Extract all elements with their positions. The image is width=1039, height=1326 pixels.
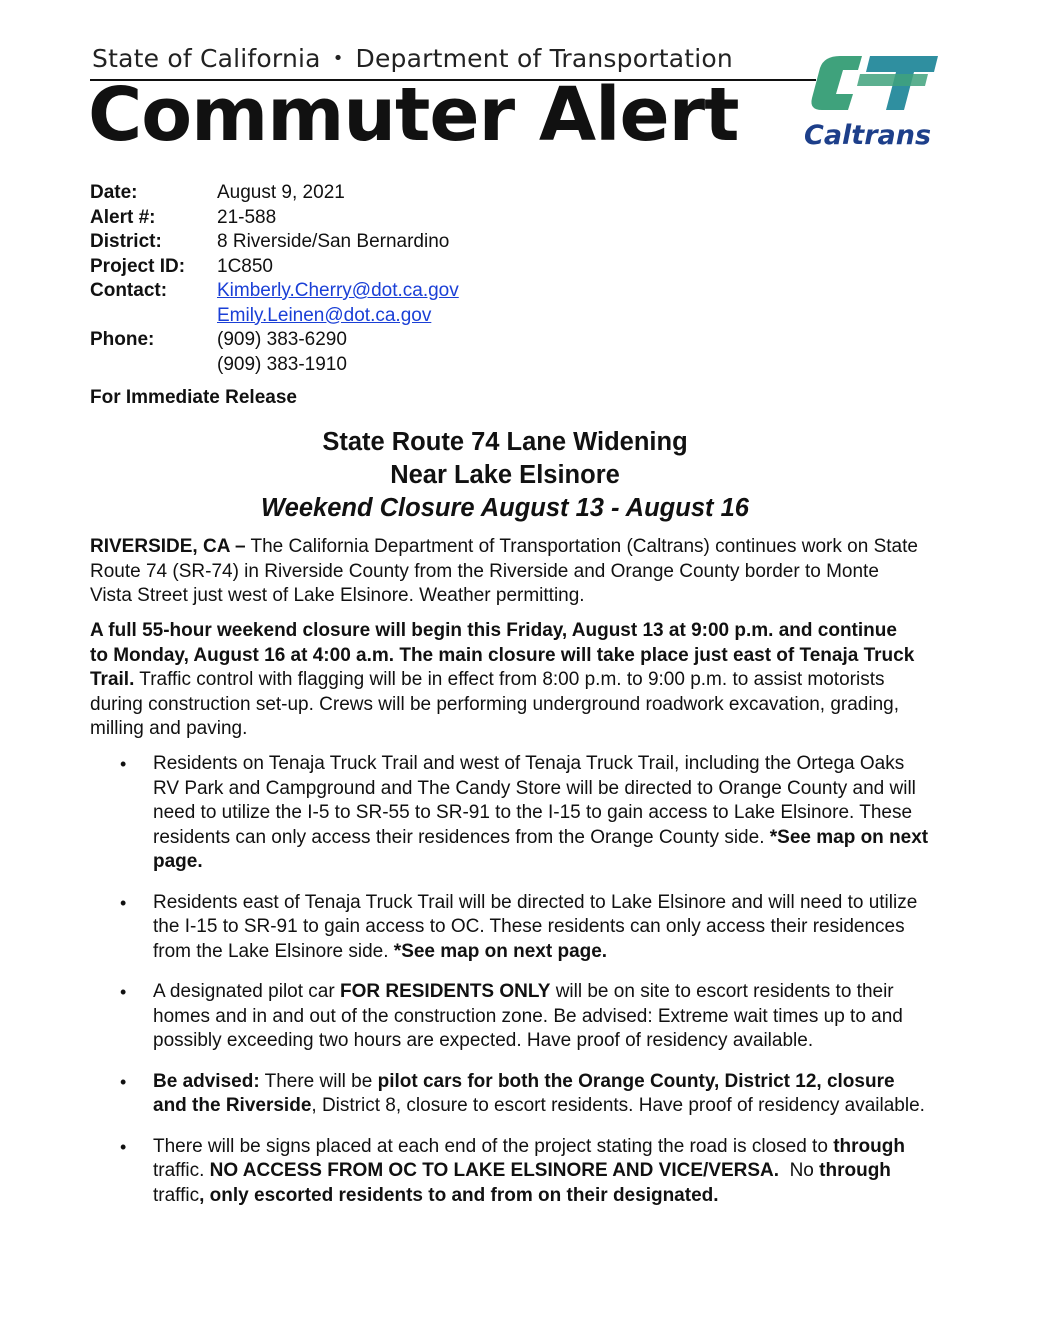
contact-label: Contact: (90, 280, 168, 301)
closure-bold-text: A full 55-hour weekend closure will begin this Friday, August 13 at 9:00 p.m. and continue to Monday, August 16 at 4:00 a.m. The main closure will take place just east of Tenaja Truck Trail. (90, 620, 915, 690)
district-row (90, 230, 459, 255)
list-item: • Residents on Tenaja Truck Trail and west of Tenaja Truck Trail, including the Ortega Oaks RV Park and Campground and The Candy Store will be directed to Orange County and will need to utilize the I-5 to SR-55 to SR-91 to the I-15 to gain access to Lake Elsinore. These residents can only access their residences from the Orange County side. *See map on next page. (120, 753, 929, 872)
bullet-mark: • (120, 982, 127, 1002)
closure-paragraph (90, 619, 920, 742)
alert-label: Alert #: (90, 206, 156, 228)
detail-bullets (90, 752, 930, 1224)
district-label: District: (90, 231, 162, 252)
phone-value-1: (909) 383-6290 (217, 329, 347, 350)
contact-row-2 (90, 304, 459, 329)
contact-row (90, 279, 459, 304)
dateline: RIVERSIDE, CA – (90, 536, 246, 557)
release-note: For Immediate Release (90, 387, 297, 408)
bullet-mark: • (120, 754, 127, 774)
phone-row-2 (90, 353, 459, 378)
phone-value-2: (909) 383-1910 (217, 353, 347, 375)
project-value: 1C850 (217, 255, 273, 277)
list-item: • A designated pilot car FOR RESIDENTS ONLY will be on site to escort residents to their homes and in and out of the construction zone. Be advised: Extreme wait times up to and possibly exceeding two hours are expected. Have proof of residency available. (120, 981, 903, 1051)
district-value: 8 Riverside/San Bernardino (217, 231, 450, 252)
phone-row (90, 328, 459, 353)
contact-email-link-1[interactable]: Kimberly.Cherry@dot.ca.gov (217, 280, 459, 301)
contact-email-link-2[interactable]: Emily.Leinen@dot.ca.gov (217, 304, 432, 326)
separator-dot: • (332, 48, 344, 69)
list-item: • There will be signs placed at each end of the project stating the road is closed to through traffic. NO ACCESS FROM OC TO LAKE ELSINORE AND VICE/VERSA. No through traffic, only escorted residents to and from on their designated. (120, 1135, 905, 1206)
caltrans-logo (800, 50, 945, 154)
phone-label: Phone: (90, 329, 155, 350)
bullet-mark: • (120, 1136, 127, 1157)
bullet-mark: • (120, 1071, 127, 1092)
bullet-mark: • (120, 892, 127, 913)
closure-text: Traffic control with flagging will be in effect from 8:00 p.m. to 9:00 p.m. to assist motorists during construction set-up. Crews will be performing underground roadwork excavation, grading, milling and paving. (90, 669, 899, 739)
page-title: Commuter Alert (88, 72, 739, 158)
list-item: • Residents east of Tenaja Truck Trail will be directed to Lake Elsinore and will need to utilize the I-15 to SR-91 to gain access to OC. These residents can only access their residences from the Lake Elsinore side. *See map on next page. (120, 891, 918, 962)
intro-paragraph (90, 535, 920, 609)
project-label: Project ID: (90, 255, 186, 277)
date-label: Date: (90, 182, 138, 203)
logo-t-bar (857, 74, 928, 86)
list-item: • Be advised: There will be pilot cars for both the Orange County, District 12, closure and the Riverside, District 8, closure to escort residents. Have proof of residency available. (120, 1070, 925, 1116)
date-value: August 9, 2021 (217, 182, 345, 203)
intro-text: The California Department of Transportation (Caltrans) continues work on State Route 74 (SR-74) in Riverside County from the Riverside and Orange County border to Monte Vista Street just west of Lake Elsinore. Weather permitting. (90, 536, 918, 606)
headline-line-3: Weekend Closure August 13 - August 16 (261, 494, 749, 522)
headline-line-1: State Route 74 Lane Widening (322, 428, 688, 456)
project-row (90, 255, 459, 280)
alert-row (90, 206, 459, 231)
date-row (90, 181, 459, 206)
state-name: State of California (92, 44, 321, 73)
logo-wordmark: Caltrans (804, 120, 932, 151)
headline-line-2: Near Lake Elsinore (390, 461, 620, 489)
logo-c-shape (811, 56, 862, 110)
alert-value: 21-588 (217, 206, 277, 228)
agency-line (92, 44, 733, 73)
headline (0, 426, 1010, 525)
alert-details (90, 181, 459, 377)
department-name: Department of Transportation (355, 44, 733, 73)
